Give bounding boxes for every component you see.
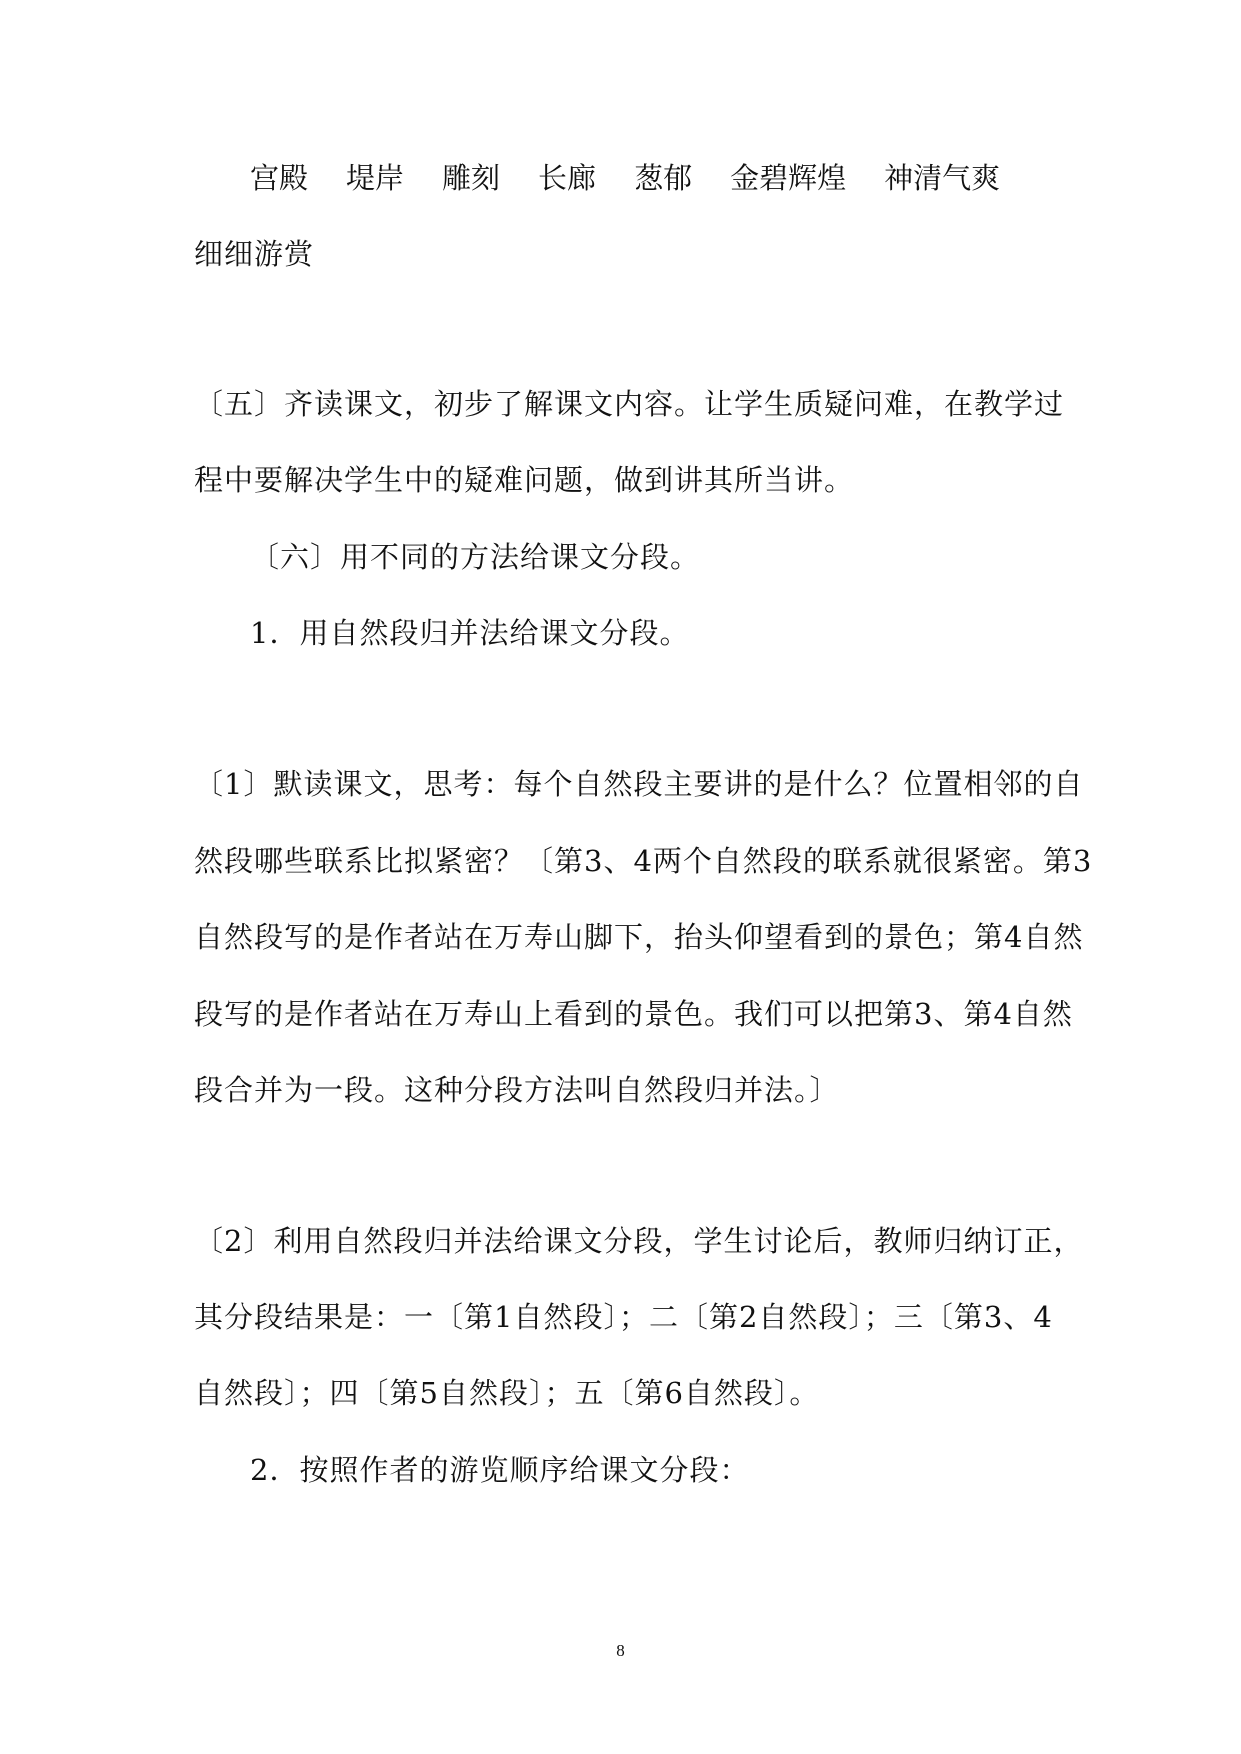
section5-line2: 程中要解决学生中的疑难问题，做到讲其所当讲。 — [194, 463, 855, 497]
section6-item1: 1．用自然段归并法给课文分段。 — [250, 616, 690, 650]
vocab-word: 宫殿 — [250, 161, 309, 195]
step1-line3: 自然段写的是作者站在万寿山脚下，抬头仰望看到的景色；第4自然 — [194, 920, 1084, 954]
section5-line1: 〔五〕齐读课文，初步了解课文内容。让学生质疑问难，在教学过 — [194, 387, 1065, 421]
page-number: 8 — [616, 1641, 625, 1660]
step2-line1: 〔2〕利用自然段归并法给课文分段，学生讨论后，教师归纳订正， — [194, 1224, 1084, 1258]
item2: 2．按照作者的游览顺序给课文分段： — [250, 1453, 750, 1487]
vocab-word: 神清气爽 — [884, 161, 1001, 195]
vocab-word: 雕刻 — [442, 161, 501, 195]
vocab-word: 葱郁 — [634, 161, 693, 195]
vocab-word: 堤岸 — [346, 161, 405, 195]
section6-heading: 〔六〕用不同的方法给课文分段。 — [250, 540, 701, 574]
vocab-word: 金碧辉煌 — [730, 161, 847, 195]
step2-line3: 自然段〕；四〔第5自然段〕；五〔第6自然段〕。 — [194, 1376, 820, 1410]
step1-line2: 然段哪些联系比拟紧密？〔第3、4两个自然段的联系就很紧密。第3 — [194, 844, 1093, 878]
step1-line4: 段写的是作者站在万寿山上看到的景色。我们可以把第3、第4自然 — [194, 997, 1073, 1031]
step1-line1: 〔1〕默读课文，思考：每个自然段主要讲的是什么？位置相邻的自 — [194, 767, 1084, 801]
step2-line2: 其分段结果是：一〔第1自然段〕；二〔第2自然段〕；三〔第3、4 — [194, 1300, 1053, 1334]
vocab-word-continued: 细细游赏 — [194, 237, 315, 271]
vocabulary-row — [250, 158, 1000, 198]
step1-line5: 段合并为一段。这种分段方法叫自然段归并法。〕 — [194, 1073, 840, 1107]
vocab-word: 长廊 — [538, 161, 597, 195]
